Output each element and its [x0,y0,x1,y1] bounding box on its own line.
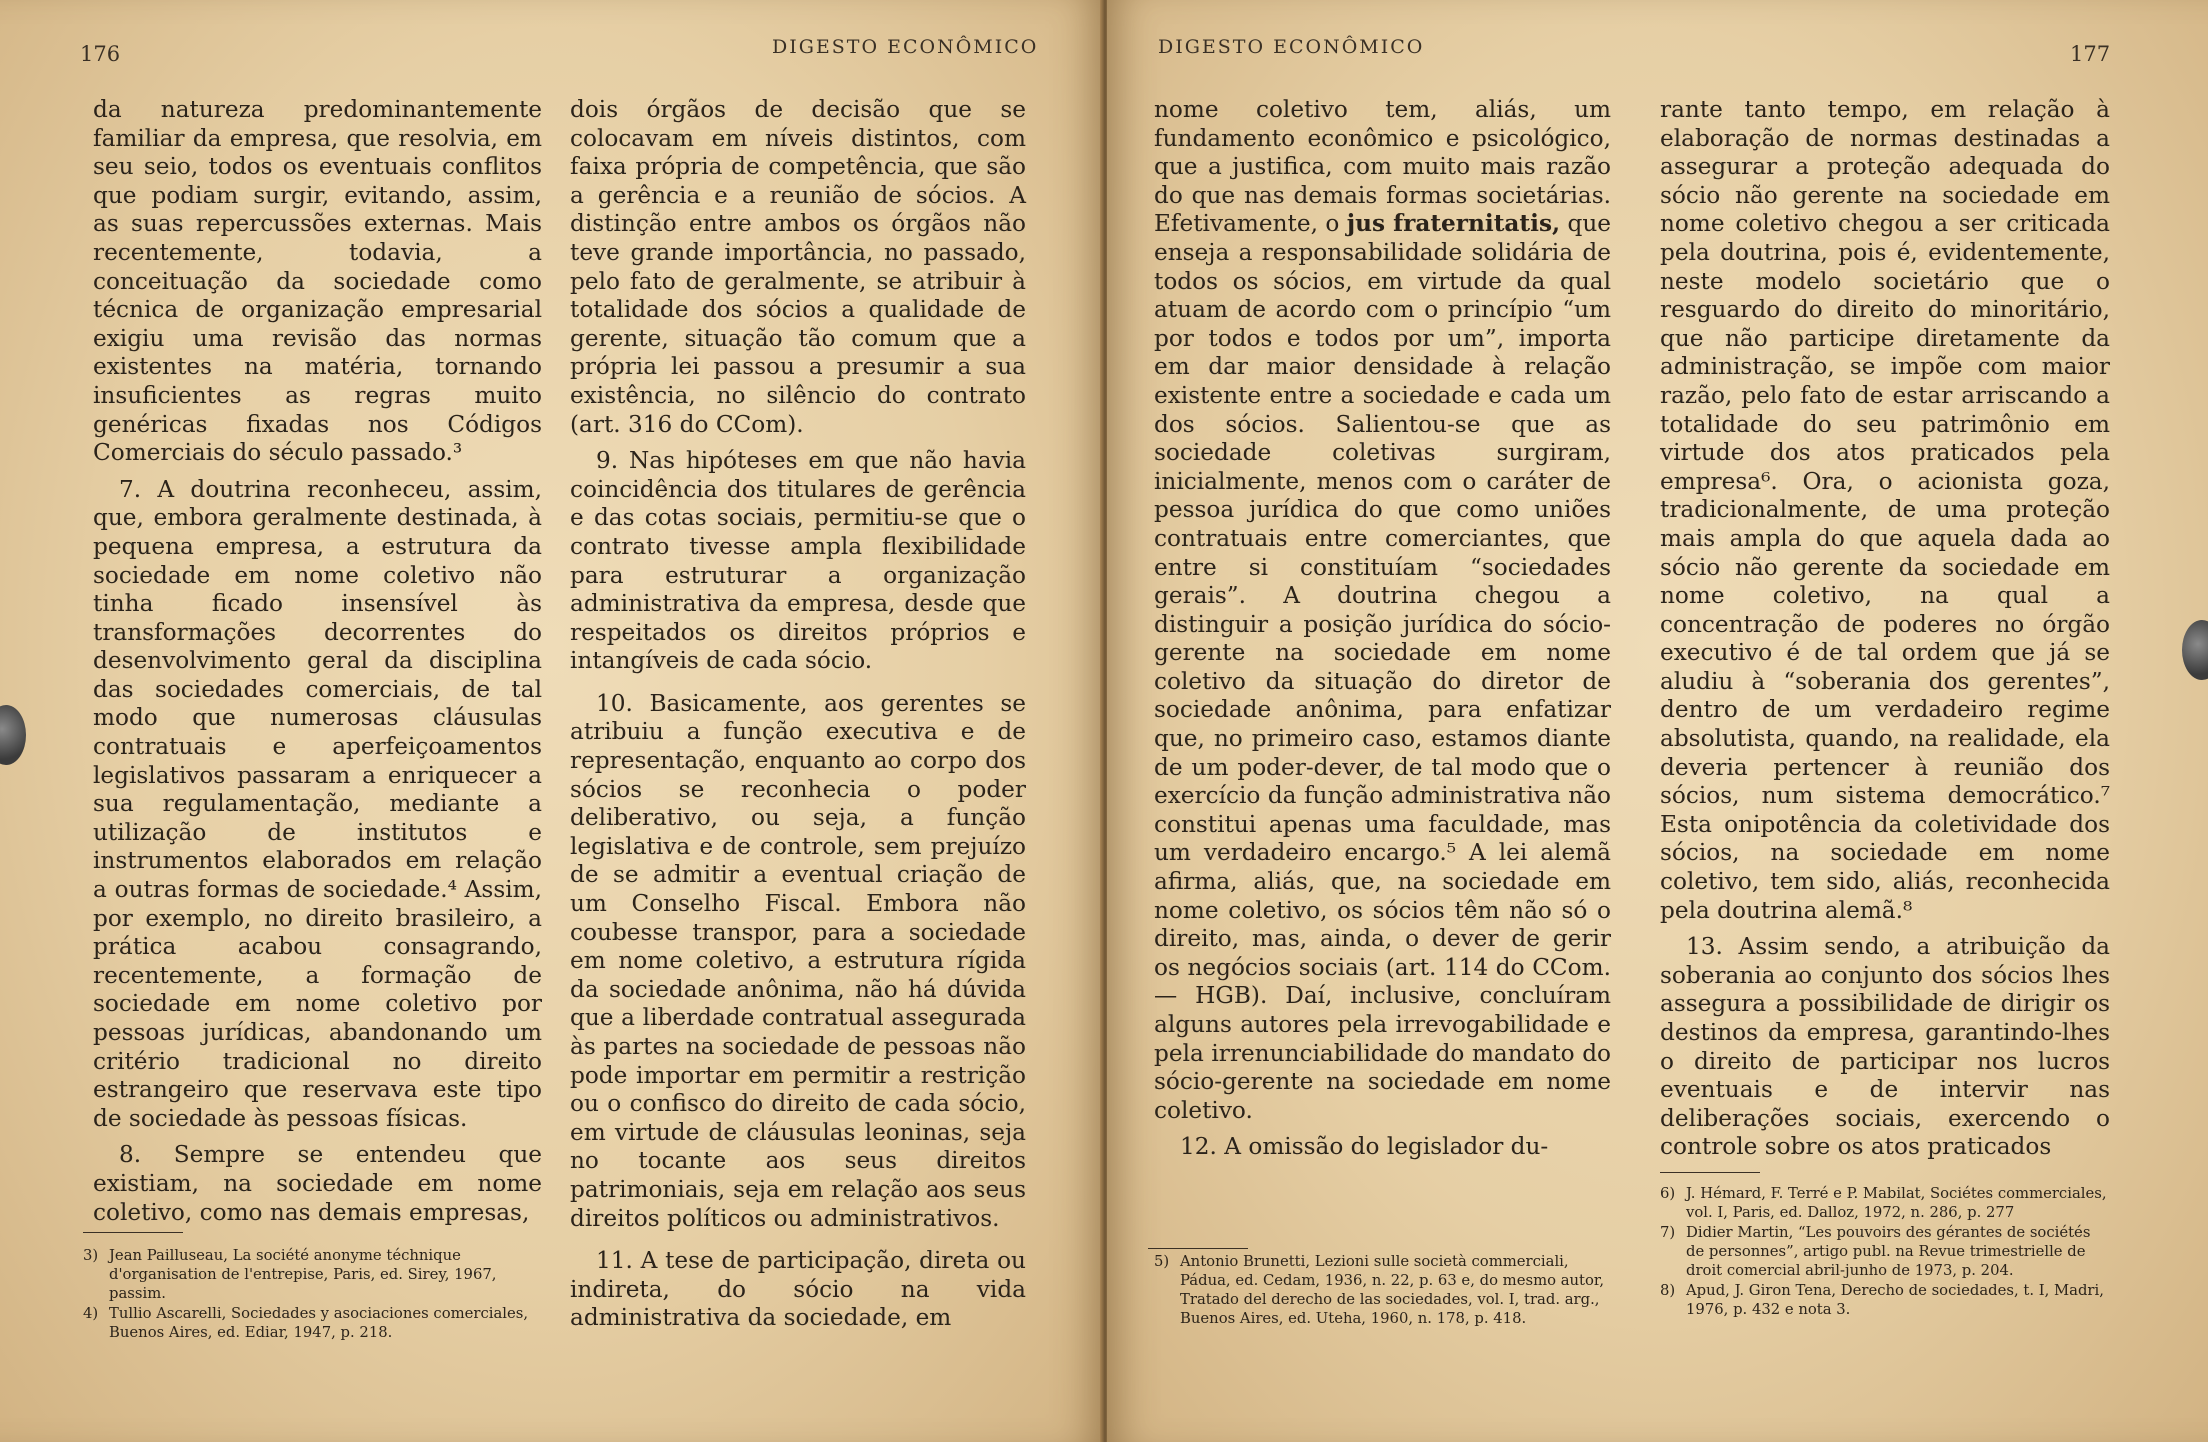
left-column-2 [570,96,1026,1341]
footnotes [83,1246,545,1343]
footnote-rule [1148,1248,1248,1249]
right-column-2 [1660,96,2110,1170]
paragraph: 9. Nas hipóteses em que não havia coincidência dos titulares de gerência e das cotas sociais, permitiu-se que o contrato tivesse ampla flexibilidade para estruturar a organização administrativa da empresa, desde que respeitados os direitos próprios e intangíveis de cada sócio. [570,447,1026,675]
page-number: 177 [2070,42,2111,66]
left-page [0,0,1103,1442]
paragraph: 7. A doutrina reconheceu, assim, que, embora geralmente destinada, à pequena empresa, a estrutura da sociedade em nome coletivo não tinha ficado insensível às transformações decorrentes do desenvolvimento geral da disciplina das sociedades comerciais, de tal modo que numerosas cláusulas contratuais e aperfeiçoamentos legislativos passaram a enriquecer a sua regulamentação, mediante a utilização de institutos e instrumentos elaborados em relação a outras formas de sociedade.⁴ Assim, por exemplo, no direito brasileiro, a prática acabou consagrando, recentemente, a formação de sociedade em nome coletivo por pessoas jurídicas, abandonando um critério tradicional no direito estrangeiro que reservava este tipo de sociedade às pessoas físicas. [93,475,542,1132]
right-page [1107,0,2208,1442]
paragraph: nome coletivo tem, aliás, um fundamento econômico e psicológico, que a justifica, com muito mais razão do que nas demais formas societárias. Efetivamente, o jus fraternitatis, que enseja a responsabilidade solidária de todos os sócios, em virtude da qual atuam de acordo com o princípio “um por todos e todos por um”, importa em dar maior densidade à relação existente entre a sociedade e cada um dos sócios. Salientou-se que as sociedade coletivas surgiram, inicialmente, menos com o caráter de pessoa jurídica do que como uniões contratuais entre comerciantes, que entre si constituíam “sociedades gerais”. A doutrina chegou a distinguir a posição jurídica do sócio-gerente na sociedade em nome coletivo da situação do diretor de sociedade anônima, para enfatizar que, no primeiro caso, estamos diante de um poder-dever, de tal modo que o exercício da função administrativa não constitui apenas uma faculdade, mas um verdadeiro encargo.⁵ A lei alemã afirma, aliás, que, na sociedade em nome coletivo, os sócios têm não só o direito, mas, ainda, o dever de gerir os negócios sociais (art. 114 do CCom. — HGB). Daí, inclusive, concluíram alguns autores pela irrevogabilidade e pela irrenunciabilidade do mandato do sócio-gerente na sociedade em nome coletivo. [1154,96,1611,1124]
footnote-rule [1660,1172,1760,1173]
footnotes-right [1660,1184,2110,1320]
running-head: DIGESTO ECONÔMICO [772,36,1039,58]
running-head: DIGESTO ECONÔMICO [1158,36,1425,58]
footnote: 3) Jean Pailluseau, La société anonyme téchnique d'organisation de l'entrepise, Paris, ed. Sirey, 1967, passim. [83,1247,497,1302]
footnote: 5) Antonio Brunetti, Lezioni sulle società commerciali, Pádua, ed. Cedam, 1936, n. 22, p. 63 e, do mesmo autor, Tratado del derecho de las sociedades, vol. I, trad. arg., Buenos Aires, ed. Uteha, 1960, n. 178, p. 418. [1154,1253,1605,1327]
paragraph: 13. Assim sendo, a atribuição da soberania ao conjunto dos sócios lhes assegura a possibilidade de dirigir os destinos da empresa, garantindo-lhes o direito de participar nos lucros eventuais e de intervir nas deliberações sociais, exercendo o controle sobre os atos praticados [1660,933,2110,1161]
binding-clip [0,705,26,765]
paragraph: rante tanto tempo, em relação à elaboração de normas destinadas a assegurar a proteção adequada do sócio não gerente na sociedade em nome coletivo chegou a ser criticada pela doutrina, pois é, evidentemente, neste modelo societário que o resguardo do direito do minoritário, que não participe diretamente da administração, se impõe com maior razão, pelo fato de estar arriscando a totalidade do seu patrimônio em virtude dos atos praticados pela empresa⁶. Ora, o acionista goza, tradicionalmente, de uma proteção mais ampla do que aquela dada ao sócio não gerente da sociedade em nome coletivo, na qual a concentração de poderes no órgão executivo é de tal ordem que já se aludiu à “soberania dos gerentes”, dentro de um verdadeiro regime absolutista, quando, na realidade, ela deveria pertencer à reunião dos sócios, num sistema democrático.⁷ Esta onipotência da coletividade dos sócios, na sociedade em nome coletivo, tem sido, aliás, reconhecida pela doutrina alemã.⁸ [1660,96,2110,924]
binding-clip [2182,620,2208,680]
paragraph: 10. Basicamente, aos gerentes se atribuiu a função executiva e de representação, enquanto ao corpo dos sócios se reconhecia o poder deliberativo, ou seja, a função legislativa e de controle, sem prejuízo de se admitir a eventual criação de um Conselho Fiscal. Embora não coubesse transpor, para a sociedade em nome coletivo, a estrutura rígida da sociedade anônima, não há dúvida que a liberdade contratual assegurada às partes na sociedade de pessoas não pode importar em permitir a restrição ou o confisco do direito de cada sócio, em virtude de cláusulas leoninas, seja no tocante aos seus direitos patrimoniais, seja em relação aos seus direitos políticos ou administrativos. [570,689,1026,1232]
paragraph: da natureza predominantemente familiar da empresa, que resolvia, em seu seio, todos os eventuais conflitos que podiam surgir, evitando, assim, as suas repercussões externas. Mais recentemente, todavia, a conceituação da sociedade como técnica de organização empresarial exigiu uma revisão das normas existentes na matéria, tornando insuficientes as regras muito genéricas fixadas nos Códigos Comerciais do século passado.³ [93,96,542,467]
paragraph: dois órgãos de decisão que se colocavam em níveis distintos, com faixa própria de competência, que são a gerência e a reunião de sócios. A distinção entre ambos os órgãos não teve grande importância, no passado, pelo fato de geralmente, se atribuir à totalidade dos sócios a qualidade de gerente, situação tão comum que a própria lei passou a presumir a sua existência, no silêncio do contrato (art. 316 do CCom). [570,96,1026,438]
footnote: 4) Tullio Ascarelli, Sociedades y asociaciones comerciales, Buenos Aires, ed. Ediar, 1947, p. 218. [83,1305,529,1341]
paragraph: 12. A omissão do legislador du- [1180,1133,1549,1161]
footnotes-left [1154,1252,1610,1329]
paragraph: 8. Sempre se entendeu que existiam, na sociedade em nome coletivo, como nas demais empresas, [93,1141,542,1226]
right-column-1 [1154,96,1611,1170]
footnote: 7) Didier Martin, “Les pouvoirs des gérantes de sociétés de personnes”, artigo publ. na Revue trimestrielle de droit comercial abril-junho de 1973, p. 204. [1660,1224,2091,1279]
footnote: 8) Apud, J. Giron Tena, Derecho de sociedades, t. I, Madri, 1976, p. 432 e nota 3. [1660,1282,2104,1318]
footnote: 6) J. Hémard, F. Terré e P. Mabilat, Sociétes commerciales, vol. I, Paris, ed. Dalloz, 1972, n. 286, p. 277 [1660,1185,2107,1221]
footnote-rule [83,1232,183,1233]
page-number: 176 [80,42,121,66]
left-column-1 [93,96,542,1235]
paragraph: 11. A tese de participação, direta ou indireta, do sócio na vida administrativa da sociedade, em [570,1247,1026,1332]
